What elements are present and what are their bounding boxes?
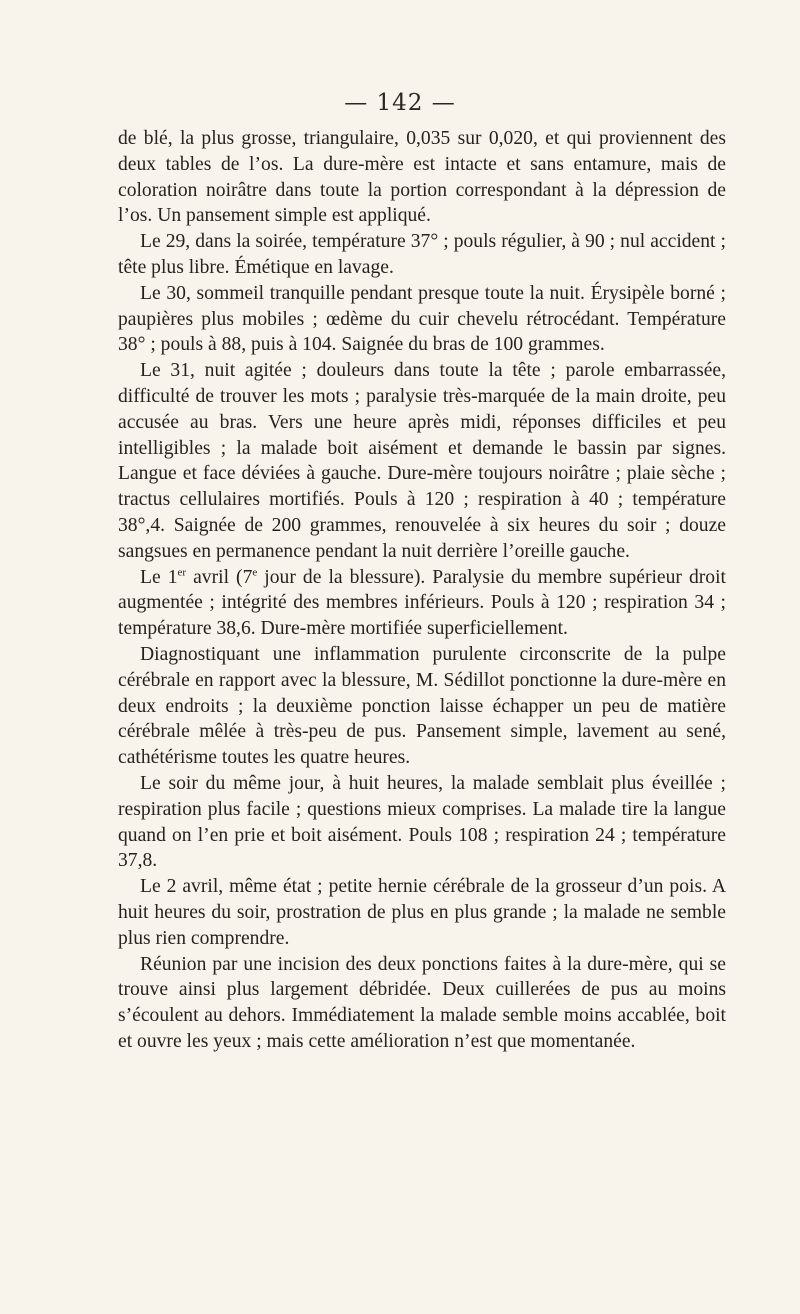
paragraph-diagnostic: Diagnostiquant une inflammation purulente circonscrite de la pulpe cérébrale en rapport avec la blessure, M. Sédillot ponctionne la dure-mère en deux endroits ; la deuxième ponction laisse échapper un peu de matière cérébrale mêlée à très-peu de pus. Pansement simple, lavement au sené, cathétérisme toutes les quatre heures. (118, 643, 726, 769)
paragraph-continuation: de blé, la plus grosse, triangulaire, 0,035 sur 0,020, et qui proviennent des deux tables de l’os. La dure-mère est intacte et sans entamure, mais de coloration noirâtre dans toute la portion correspondant à la dépression de l’os. Un pansement simple est appliqué. (118, 128, 726, 227)
paragraph-2-avril: Le 2 avril, même état ; petite hernie cérébrale de la grosseur d’un pois. A huit heures du soir, prostration de plus en plus grande ; la malade ne semble plus rien comprendre. (118, 876, 726, 949)
page-number: — 142 — (344, 90, 456, 116)
date-mid-superscript: e (252, 566, 258, 579)
paragraph-soir: Le soir du même jour, à huit heures, la malade semblait plus éveillée ; respiration plus facile ; questions mieux comprises. La malade tire la langue quand on l’en prie et boit aisément. Pouls 108 ; respiration 24 ; température 37,8. (118, 772, 726, 872)
paragraph-1-avril-text: jour de la blessure). Paralysie du membre supérieur droit augmentée ; intégrité des membres inférieurs. Pouls à 120 ; respiration 34 ; température 38,6. Dure-mère mortifiée superficiellement. (118, 566, 726, 640)
paragraph-reunion: Réunion par une incision des deux ponctions faites à la dure-mère, qui se trouve ainsi plus largement débridée. Deux cuillerées de pus au moins s’écoulent au dehors. Immédiatement la malade semble moins accablée, boit et ouvre les yeux ; mais cette amélioration n’est que momentanée. (118, 953, 726, 1052)
date-mid: avril (7 (186, 566, 253, 588)
date-day: Le 1 (140, 566, 178, 588)
paragraph-30: Le 30, sommeil tranquille pendant presque toute la nuit. Érysipèle borné ; paupières plus mobiles ; œdème du cuir chevelu rétrocédant. Température 38° ; pouls à 88, puis à 104. Saignée du bras de 100 grammes. (118, 282, 726, 356)
paragraph-29: Le 29, dans la soirée, température 37° ; pouls régulier, à 90 ; nul accident ; tête plus libre. Émétique en lavage. (118, 231, 726, 278)
paragraph-1-avril (118, 565, 726, 642)
body-text (118, 126, 726, 1055)
date-day-superscript: er (177, 566, 187, 579)
paragraph-31: Le 31, nuit agitée ; douleurs dans toute la tête ; parole embarrassée, difficulté de trouver les mots ; paralysie très-marquée de la main droite, peu accusée au bras. Vers une heure après midi, réponses difficiles et peu intelligibles ; la malade boit aisément et demande le bassin par signes. Langue et face déviées à gauche. Dure-mère toujours noirâtre ; plaie sèche ; tractus cellulaires mortifiés. Pouls à 120 ; respiration à 40 ; température 38°,4. Saignée de 200 grammes, renouvelée à six heures du soir ; douze sangsues en permanence pendant la nuit derrière l’oreille gauche. (118, 360, 726, 562)
